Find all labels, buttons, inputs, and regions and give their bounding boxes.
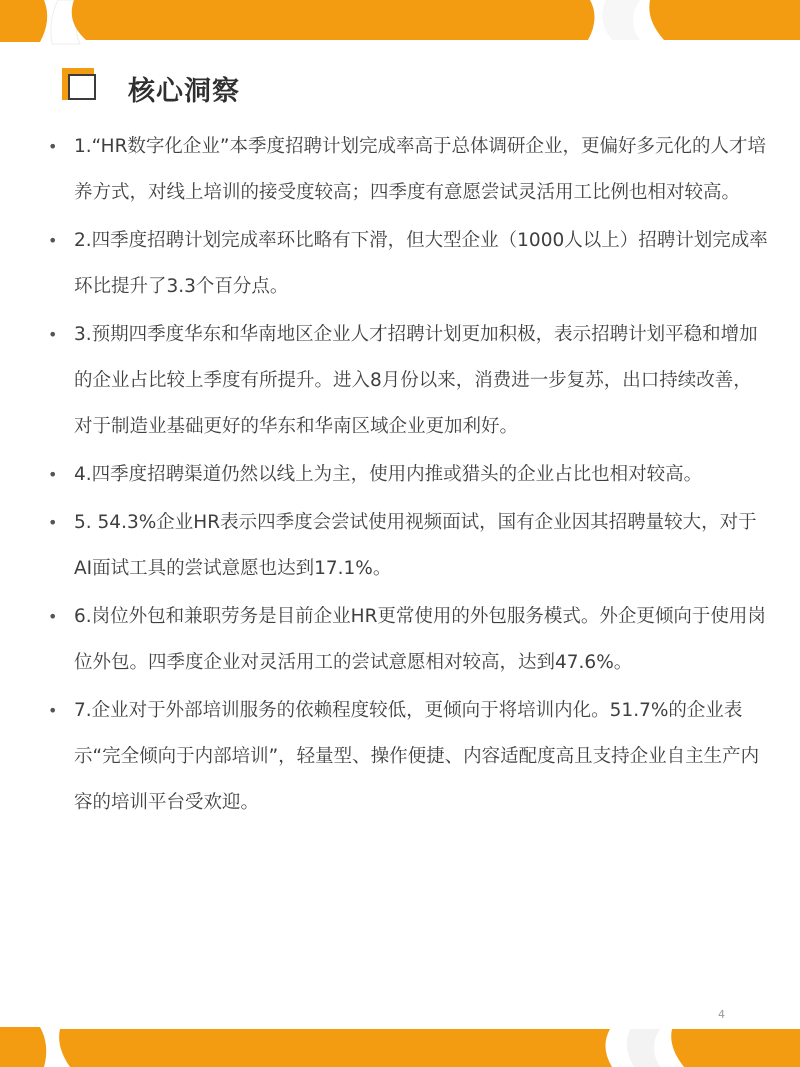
square-stack-icon — [62, 68, 102, 108]
top-decoration — [0, 0, 800, 50]
list-item — [48, 124, 768, 216]
list-item — [48, 594, 768, 686]
bullet-icon: • — [48, 325, 58, 344]
bullet-icon: • — [48, 465, 58, 484]
insight-text: 2.四季度招聘计划完成率环比略有下滑，但大型企业（1000人以上）招聘计划完成率环比提升了3.3个百分点。 — [74, 230, 768, 297]
section-header — [62, 66, 240, 110]
insight-text: 1.“HR数字化企业”本季度招聘计划完成率高于总体调研企业，更偏好多元化的人才培养方式，对线上培训的接受度较高；四季度有意愿尝试灵活用工比例也相对较高。 — [74, 136, 767, 203]
insights-list — [48, 124, 768, 828]
insight-text: 4.四季度招聘渠道仍然以线上为主，使用内推或猎头的企业占比也相对较高。 — [74, 464, 703, 485]
insight-text: 3.预期四季度华东和华南地区企业人才招聘计划更加积极，表示招聘计划平稳和增加的企业占比较上季度有所提升。进入8月份以来，消费进一步复苏，出口持续改善，对于制造业基础更好的华东和华南区域企业更加利好。 — [74, 324, 758, 437]
page-number: 4 — [718, 1008, 725, 1021]
list-item — [48, 312, 768, 450]
bullet-icon: • — [48, 513, 58, 532]
insight-text: 7.企业对于外部培训服务的依赖程度较低，更倾向于将培训内化。51.7%的企业表示“完全倾向于内部培训”，轻量型、操作便捷、内容适配度高且支持企业自主生产内容的培训平台受欢迎。 — [74, 700, 760, 813]
insight-text: 6.岗位外包和兼职劳务是目前企业HR更常使用的外包服务模式。外企更倾向于使用岗位外包。四季度企业对灵活用工的尝试意愿相对较高，达到47.6%。 — [74, 606, 766, 673]
bullet-icon: • — [48, 231, 58, 250]
list-item — [48, 218, 768, 310]
list-item — [48, 500, 768, 592]
bullet-icon: • — [48, 701, 58, 720]
list-item — [48, 688, 768, 826]
list-item — [48, 452, 768, 498]
bullet-icon: • — [48, 607, 58, 626]
page-title: 核心洞察 — [128, 75, 240, 107]
bottom-decoration — [0, 1017, 800, 1067]
insight-text: 5. 54.3%企业HR表示四季度会尝试使用视频面试，国有企业因其招聘量较大，对于AI面试工具的尝试意愿也达到17.1%。 — [74, 512, 757, 579]
bullet-icon: • — [48, 137, 58, 156]
